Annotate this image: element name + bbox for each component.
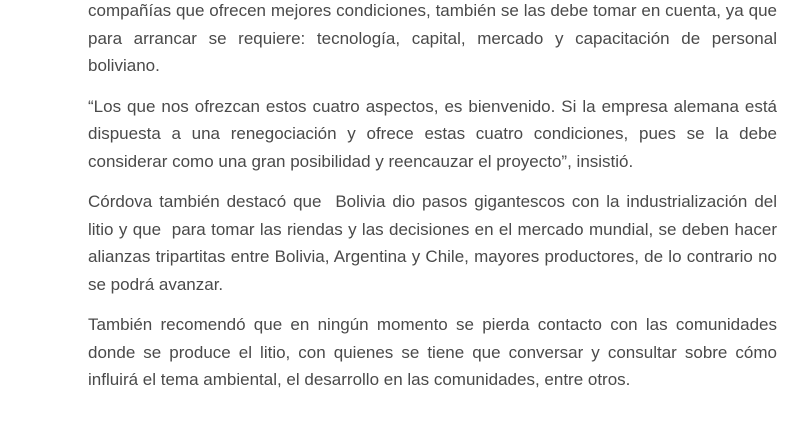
article-paragraph: compañías que ofrecen mejores condiciones, también se las debe tomar en cuenta, ya que para arrancar se requiere: tecnología, capital, mercado y capacitación de personal boliviano. — [88, 1, 777, 75]
article-paragraph: “Los que nos ofrezcan estos cuatro aspectos, es bienvenido. Si la empresa alemana está dispuesta a una renegociación y ofrece estas cuatro condiciones, pues se la debe considerar como una gran posibilidad y reencauzar el proyecto”, insistió. — [88, 96, 777, 171]
article-paragraph: Córdova también destacó que Bolivia dio pasos gigantescos con la industrialización del litio y que para tomar las riendas y las decisiones en el mercado mundial, se deben hacer alianzas tripartitas entre Bolivia, Argentina y Chile, mayores productores, de lo contrario no se podrá avanzar. — [88, 192, 777, 294]
article-paragraph: También recomendó que en ningún momento se pierda contacto con las comunidades donde se produce el litio, con quienes se tiene que conversar y consultar sobre cómo influirá el tema ambiental, el desarrollo en las comunidades, entre otros. — [88, 315, 777, 389]
article-body — [88, 0, 777, 407]
